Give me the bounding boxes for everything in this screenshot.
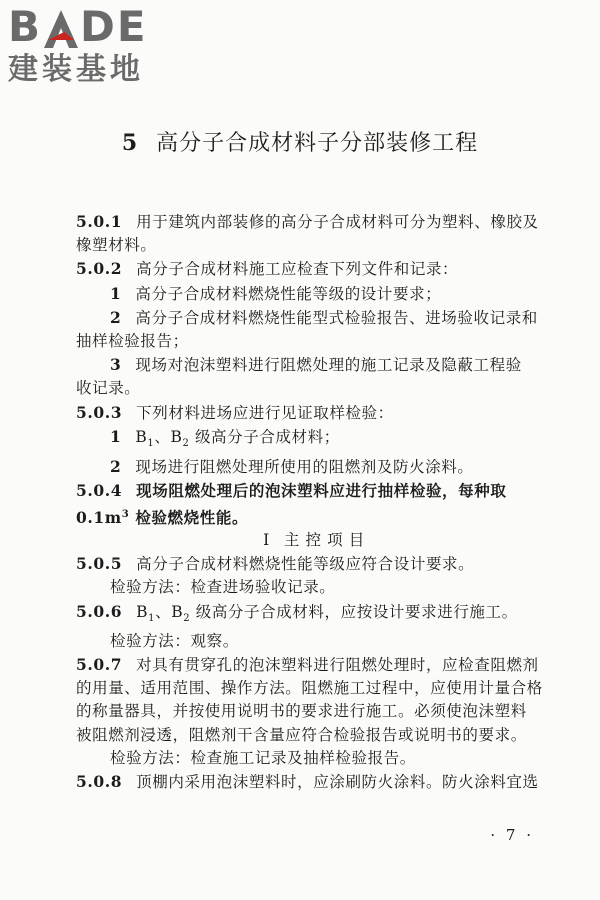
list-item-cont: 抽样检验报告； <box>76 332 189 351</box>
section-heading: Ⅰ 主 控 项 目 <box>263 530 365 549</box>
page-number: · 7 · <box>490 826 534 844</box>
list-item-cont: 收记录。 <box>76 379 141 398</box>
clause-5-0-7-cont: 的称量器具，并按使用说明书的要求进行施工。必须使泡沫塑料 <box>76 702 527 721</box>
chapter-title <box>0 128 600 159</box>
logo-a-icon <box>44 8 78 46</box>
bade-logo <box>8 4 183 88</box>
clause-5-0-7-cont: 被阻燃剂浸透，阻燃剂干含量应符合检验报告或说明书的要求。 <box>76 725 527 744</box>
clause-5-0-7-cont: 的用量、适用范围、操作方法。阻燃施工过程中，应使用计量合格 <box>76 679 543 698</box>
list-item: 3 现场对泡沫塑料进行阻燃处理的施工记录及隐蔽工程验 <box>110 355 522 375</box>
inspection-method: 检验方法：检查进场验收记录。 <box>110 578 336 597</box>
list-item: 2 现场进行阻燃处理所使用的阻燃剂及防火涂料。 <box>110 457 474 477</box>
clause-5-0-3: 5.0.3 下列材料进场应进行见证取样检验： <box>76 402 394 422</box>
clause-5-0-8: 5.0.8 顶棚内采用泡沫塑料时，应涂刷防火涂料。防火涂料宜选 <box>76 772 539 792</box>
logo-chinese-text: 建装基地 <box>8 52 144 87</box>
clause-5-0-4-cont: $0.1m^3$ 检验燃烧性能。 <box>76 507 249 527</box>
list-item: 1 高分子合成材料燃烧性能等级的设计要求； <box>110 283 442 303</box>
inspection-method: 检验方法：检查施工记录及抽样检验报告。 <box>110 748 416 767</box>
clause-5-0-4: 5.0.4 现场阻燃处理后的泡沫塑料应进行抽样检验，每种取 <box>76 481 507 501</box>
chapter-number: 5 <box>121 130 139 156</box>
chapter-heading: 高分子合成材料子分部装修工程 <box>156 131 479 156</box>
clause-5-0-5: 5.0.5 高分子合成材料燃烧性能等级应符合设计要求。 <box>76 554 475 574</box>
inspection-method: 检验方法：观察。 <box>110 631 239 650</box>
clause-5-0-7: 5.0.7 对具有贯穿孔的泡沫塑料进行阻燃处理时，应检查阻燃剂 <box>76 655 539 674</box>
document-body <box>76 210 552 794</box>
list-item: 2 高分子合成材料燃烧性能型式检验报告、进场验收记录和 <box>110 307 538 327</box>
clause-5-0-1: 5.0.1 用于建筑内部装修的高分子合成材料可分为塑料、橡胶及 <box>76 212 539 231</box>
clause-5-0-2: 5.0.2 高分子合成材料施工应检查下列文件和记录： <box>76 259 459 279</box>
list-item: 1 $B_1$、$B_2$ 级高分子合成材料； <box>110 426 340 449</box>
clause-5-0-1-cont: 橡塑材料。 <box>76 236 157 255</box>
clause-5-0-6: 5.0.6 $B_1$、$B_2$ 级高分子合成材料，应按设计要求进行施工。 <box>76 601 518 624</box>
logo-wordmark: B DE <box>8 2 148 51</box>
